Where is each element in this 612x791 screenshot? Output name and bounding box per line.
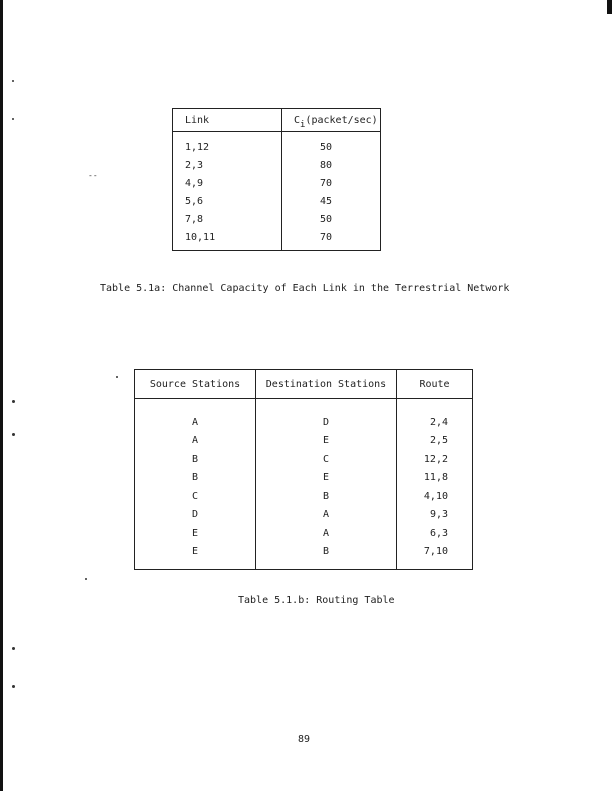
table-row (173, 132, 381, 157)
scan-speck (85, 578, 87, 580)
table-row (135, 432, 473, 451)
capacity-cell: 50 (319, 213, 333, 225)
table-row (135, 524, 473, 543)
destination-cell: E (256, 469, 397, 488)
scan-speck (12, 80, 14, 82)
table-row (135, 543, 473, 570)
table-row (173, 210, 381, 228)
capacity-cell: 70 (319, 177, 333, 189)
link-cell: 1,12 (173, 132, 282, 157)
capacity-cell: 45 (319, 195, 333, 207)
route-cell: 11,8 (423, 472, 448, 484)
scan-speck (12, 685, 15, 688)
capacity-cell: 70 (319, 231, 333, 243)
source-cell: E (135, 543, 256, 570)
capacity-symbol: C (294, 114, 301, 126)
scan-speck (12, 400, 15, 403)
table-row (135, 487, 473, 506)
link-column-header: Link (173, 109, 282, 132)
source-column-header: Source Stations (135, 370, 256, 399)
source-cell: B (135, 450, 256, 469)
link-cell: 2,3 (173, 156, 282, 174)
scan-speck (12, 118, 14, 120)
destination-cell: D (256, 399, 397, 432)
scan-speck (12, 433, 15, 436)
capacity-unit: (packet/sec) (305, 114, 378, 126)
link-cell: 4,9 (173, 174, 282, 192)
table-header-row (135, 370, 473, 399)
destination-cell: C (256, 450, 397, 469)
destination-cell: A (256, 506, 397, 525)
table-caption-capacity: Table 5.1a: Channel Capacity of Each Link in the Terrestrial Network (100, 283, 510, 294)
destination-column-header: Destination Stations (256, 370, 397, 399)
table-caption-routing: Table 5.1.b: Routing Table (238, 595, 395, 606)
link-cell: 7,8 (173, 210, 282, 228)
scan-speck (116, 376, 118, 378)
destination-cell: B (256, 543, 397, 570)
scan-corner-mark (607, 0, 612, 14)
table-row (173, 228, 381, 251)
table-row (135, 506, 473, 525)
source-cell: B (135, 469, 256, 488)
capacity-column-header (282, 109, 381, 132)
source-cell: E (135, 524, 256, 543)
capacity-cell: 80 (319, 159, 333, 171)
destination-cell: E (256, 432, 397, 451)
scan-left-edge (0, 0, 3, 791)
route-cell: 7,10 (423, 546, 448, 558)
scan-speck (12, 647, 15, 650)
route-cell: 2,4 (429, 416, 448, 428)
page-number: 89 (298, 734, 311, 745)
scan-smudge: -- (88, 171, 98, 180)
table-row (135, 469, 473, 488)
source-cell: A (135, 399, 256, 432)
table-row (135, 399, 473, 432)
route-column-header: Route (397, 370, 473, 399)
source-cell: C (135, 487, 256, 506)
route-cell: 4,10 (423, 490, 448, 502)
channel-capacity-table (172, 108, 381, 251)
table-row (173, 174, 381, 192)
table-row (173, 156, 381, 174)
route-cell: 2,5 (429, 435, 448, 447)
route-cell: 9,3 (429, 509, 448, 521)
table-header-row (173, 109, 381, 132)
source-cell: A (135, 432, 256, 451)
destination-cell: A (256, 524, 397, 543)
source-cell: D (135, 506, 256, 525)
destination-cell: B (256, 487, 397, 506)
capacity-cell: 50 (319, 141, 333, 153)
route-cell: 12,2 (423, 453, 448, 465)
capacity-subscript: i (300, 119, 306, 130)
table-row (173, 192, 381, 210)
table-row (135, 450, 473, 469)
link-cell: 10,11 (173, 228, 282, 251)
routing-table (134, 369, 473, 570)
link-cell: 5,6 (173, 192, 282, 210)
route-cell: 6,3 (429, 527, 448, 539)
